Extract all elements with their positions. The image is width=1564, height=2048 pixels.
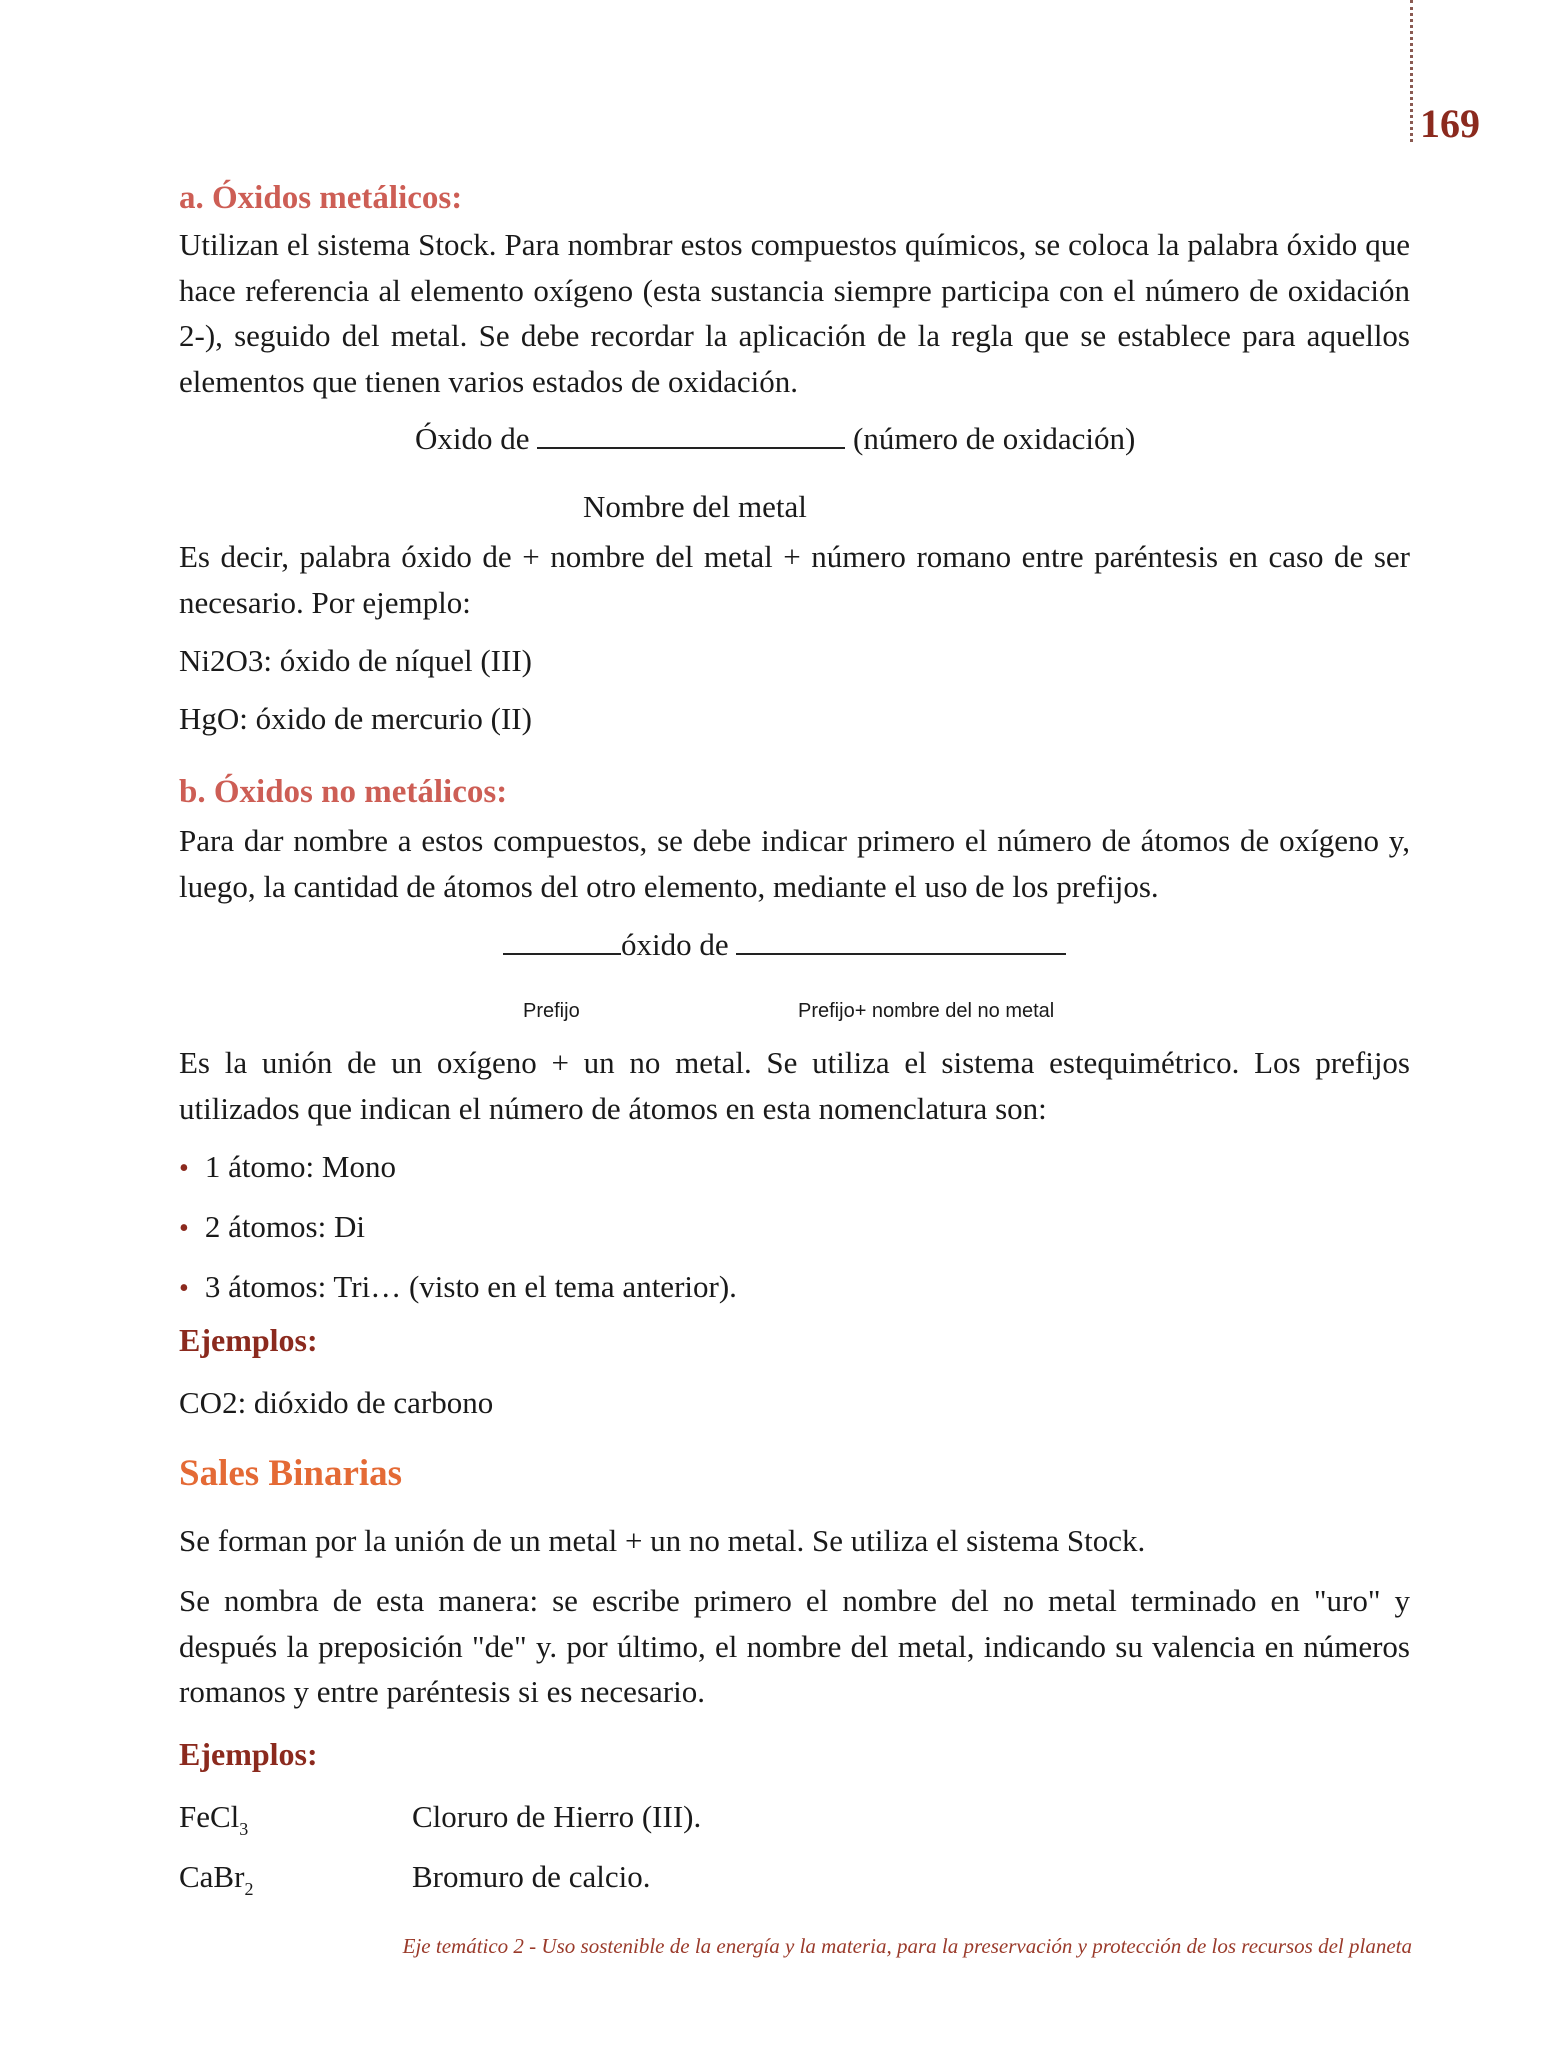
bullet-icon: •	[179, 1213, 189, 1244]
sales-paragraph-1: Se forman por la unión de un metal + un no metal. Se utiliza el sistema Stock.	[179, 1523, 1146, 1558]
examples-heading: Ejemplos:	[179, 1736, 318, 1772]
formula-label-nonmetal: Prefijo+ nombre del no metal	[798, 1000, 1055, 1022]
examples-heading: Ejemplos:	[179, 1322, 318, 1358]
prefix-text: 3 átomos: Tri… (visto en el tema anterior).	[204, 1269, 737, 1304]
prefix-list-item	[179, 1264, 737, 1311]
section-a-paragraph: Utilizan el sistema Stock. Para nombrar estos compuestos químicos, se coloca la palabra óxido que hace referencia al elemento oxígeno (esta sustancia siempre participa con el número de oxidación 2-), seguido del metal. Se debe recordar la aplicación de la regla que se establece para aquellos elementos que tienen varios estados de oxidación.	[179, 227, 1410, 399]
page-number: 169	[1420, 101, 1480, 146]
section-b-paragraph: Para dar nombre a estos compuestos, se debe indicar primero el número de átomos de oxígeno y, luego, la cantidad de átomos del otro elemento, mediante el uso de los prefijos.	[179, 823, 1410, 904]
example-item: HgO: óxido de mercurio (II)	[179, 701, 532, 736]
prefix-text: 1 átomo: Mono	[204, 1149, 396, 1184]
section-b-heading: b. Óxidos no metálicos:	[179, 774, 508, 810]
prefix-list-item	[179, 1204, 365, 1251]
sales-paragraph-2: Se nombra de esta manera: se escribe primero el nombre del no metal terminado en "uro" y después la preposición "de" y. por último, el nombre del metal, indicando su valencia en números romanos y entre paréntesis si es necesario.	[179, 1583, 1410, 1709]
section-a-heading: a. Óxidos metálicos:	[179, 180, 463, 216]
margin-dotted-rule	[1410, 0, 1413, 142]
formula-prefix: Óxido de	[415, 421, 530, 456]
example-item: CO2: dióxido de carbono	[179, 1385, 494, 1420]
formula-suffix: (número de oxidación)	[853, 421, 1136, 456]
blank-line-nonmetal	[736, 925, 1066, 955]
salt-example-formula	[179, 1854, 253, 1912]
prefix-text: 2 átomos: Di	[204, 1209, 365, 1244]
salt-example-name: Cloruro de Hierro (III).	[412, 1799, 702, 1834]
example-item: Ni2O3: óxido de níquel (III)	[179, 643, 532, 678]
formula-middle: óxido de	[621, 927, 729, 962]
formula-subscript: 2	[244, 1879, 254, 1899]
formula-base: CaBr	[179, 1859, 245, 1894]
formula-label-metal: Nombre del metal	[583, 489, 807, 524]
section-a-explanation: Es decir, palabra óxido de + nombre del metal + número romano entre paréntesis en caso de ser necesario. Por ejemplo:	[179, 539, 1410, 620]
section-heading-sales-binarias: Sales Binarias	[179, 1453, 403, 1494]
blank-line-prefix	[503, 925, 621, 955]
metal-oxide-formula	[415, 416, 1135, 461]
formula-base: FeCl	[179, 1799, 240, 1834]
non-metal-oxide-formula	[503, 922, 1066, 967]
blank-line	[537, 419, 845, 449]
bullet-icon: •	[179, 1153, 189, 1184]
page-footer: Eje temático 2 - Uso sostenible de la energía y la materia, para la preservación y protección de los recursos del planeta	[402, 1934, 1412, 1958]
bullet-icon: •	[179, 1273, 189, 1304]
salt-example-formula	[179, 1794, 248, 1852]
formula-label-prefix: Prefijo	[523, 1000, 580, 1022]
salt-example-name: Bromuro de calcio.	[412, 1859, 651, 1894]
section-b-explanation: Es la unión de un oxígeno + un no metal. Se utiliza el sistema estequimétrico. Los prefijos utilizados que indican el número de átomos en esta nomenclatura son:	[179, 1045, 1410, 1126]
formula-subscript: 3	[239, 1819, 249, 1839]
prefix-list-item	[179, 1144, 396, 1191]
